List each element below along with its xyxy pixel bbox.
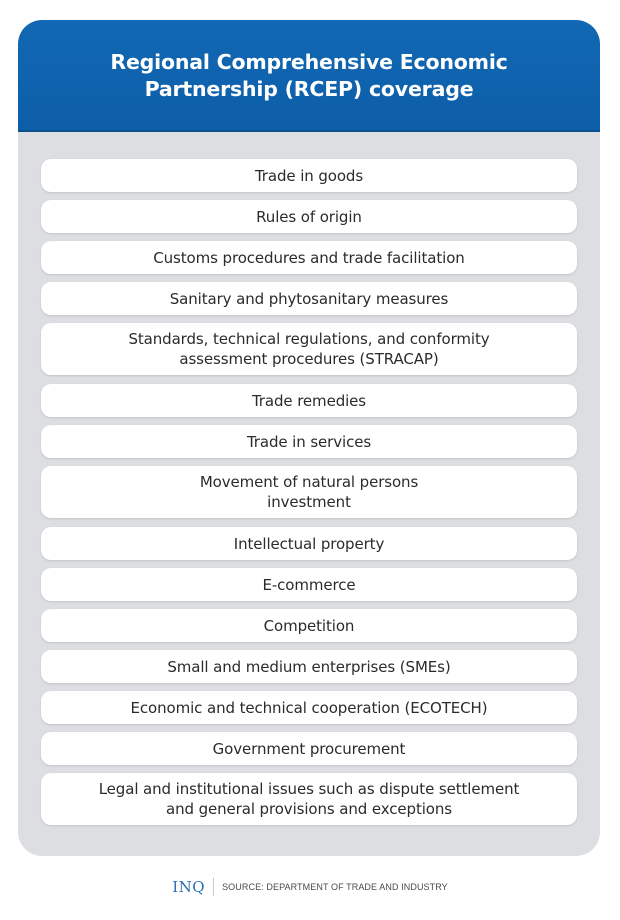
list-item-label: Trade in goods xyxy=(254,166,364,185)
inq-logo: INQ xyxy=(172,878,206,896)
footer xyxy=(0,872,620,902)
list-item-label: Economic and technical cooperation (ECOTECH) xyxy=(130,698,488,717)
card-header xyxy=(18,20,600,132)
list-item-label: investment xyxy=(267,493,351,511)
list-item xyxy=(41,650,577,683)
list-item-label: Competition xyxy=(263,616,355,635)
footer-divider xyxy=(213,878,214,896)
list-item-label: Trade in services xyxy=(246,432,372,451)
list-item-label: Legal and institutional issues such as dispute settlement xyxy=(98,780,520,798)
list-item xyxy=(41,200,577,233)
list-item-label: assessment procedures (STRACAP) xyxy=(179,350,439,368)
coverage-list xyxy=(41,159,577,834)
coverage-card xyxy=(18,20,600,856)
list-item xyxy=(41,732,577,765)
page-title xyxy=(110,49,507,103)
source-credit: SOURCE: DEPARTMENT OF TRADE AND INDUSTRY xyxy=(222,882,448,892)
list-item xyxy=(41,527,577,560)
list-item xyxy=(41,282,577,315)
list-item xyxy=(41,609,577,642)
list-item-label: Customs procedures and trade facilitation xyxy=(153,248,465,267)
title-line-2: Partnership (RCEP) coverage xyxy=(144,77,474,101)
list-item-label: Trade remedies xyxy=(251,391,367,410)
list-item xyxy=(41,691,577,724)
title-line-1: Regional Comprehensive Economic xyxy=(110,50,508,74)
list-item xyxy=(41,568,577,601)
list-item xyxy=(41,241,577,274)
list-item xyxy=(41,773,577,825)
list-item-label: Standards, technical regulations, and conformity xyxy=(128,330,490,348)
list-item xyxy=(41,159,577,192)
list-item-label: Rules of origin xyxy=(256,207,362,226)
list-item-label: Government procurement xyxy=(212,739,406,758)
list-item-label: Sanitary and phytosanitary measures xyxy=(169,289,449,308)
list-item-label: Small and medium enterprises (SMEs) xyxy=(167,657,451,676)
list-item-label: E-commerce xyxy=(262,575,356,594)
list-item xyxy=(41,323,577,375)
list-item xyxy=(41,425,577,458)
list-item-label: Movement of natural persons xyxy=(199,473,419,491)
list-item-label: Intellectual property xyxy=(233,534,385,553)
list-item-label: and general provisions and exceptions xyxy=(165,800,452,818)
list-item xyxy=(41,384,577,417)
list-item xyxy=(41,466,577,518)
